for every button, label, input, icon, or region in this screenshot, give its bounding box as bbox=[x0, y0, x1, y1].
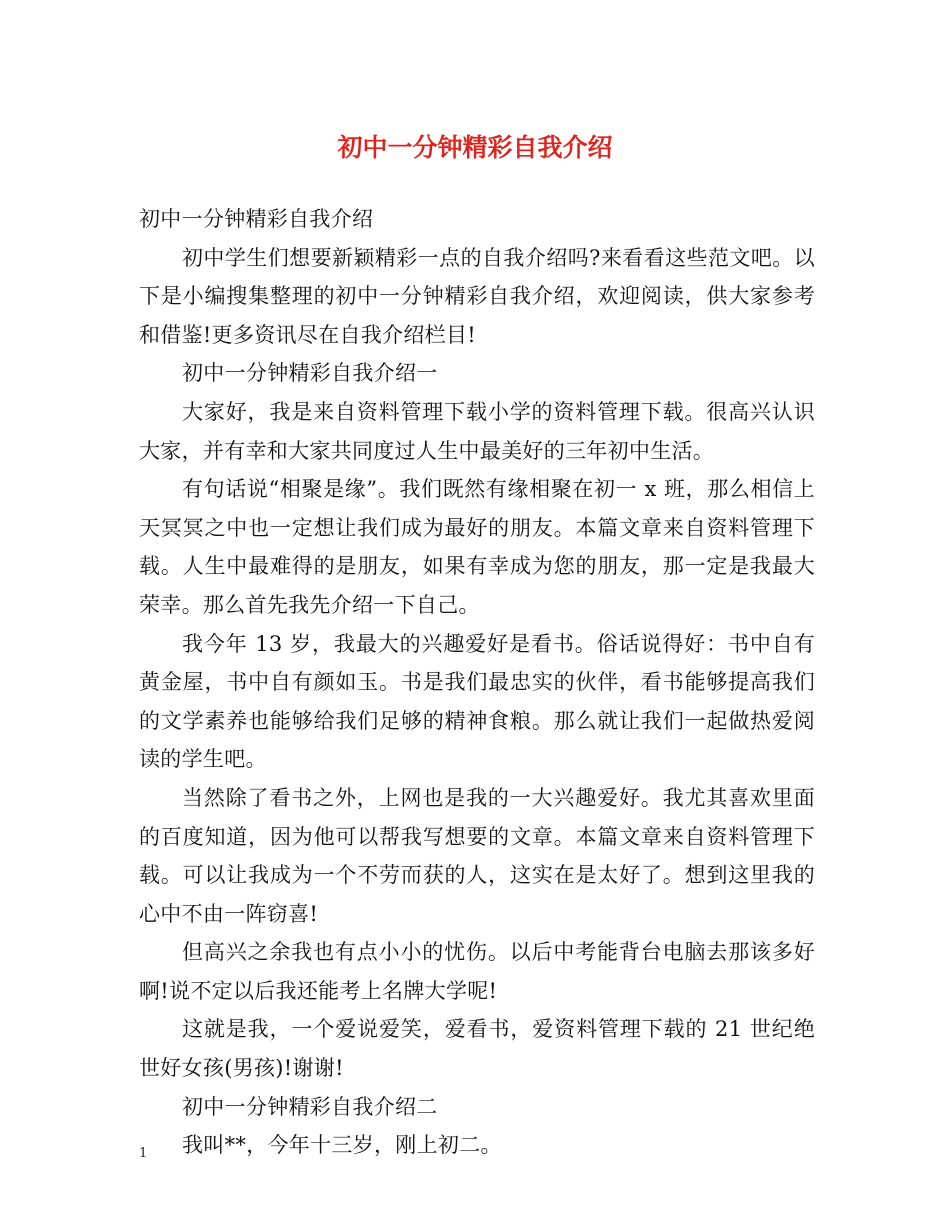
paragraph: 但高兴之余我也有点小小的忧伤。以后中考能背台电脑去那该多好啊!说不定以后我还能考上名牌大学呢! bbox=[139, 940, 815, 1003]
paragraph-heading: 初中一分钟精彩自我介绍 bbox=[139, 207, 374, 231]
section-heading-one: 初中一分钟精彩自我介绍一 bbox=[182, 361, 438, 386]
paragraph: 大家好，我是来自资料管理下载小学的资料管理下载。很高兴认识大家，并有幸和大家共同度过人生中最美好的三年初中生活。 bbox=[139, 399, 815, 463]
paragraph: 我今年 13 岁，我最大的兴趣爱好是看书。俗话说得好：书中自有黄金屋，书中自有颜如玉。书是我们最忠实的伙伴，看书能够提高我们的文学素养也能够给我们足够的精神食粮。那么就让我们一起做热爱阅读的学生吧。 bbox=[139, 631, 815, 772]
document-body bbox=[139, 200, 815, 1165]
document-title: 初中一分钟精彩自我介绍 bbox=[337, 133, 613, 162]
paragraph: 这就是我，一个爱说爱笑，爱看书，爱资料管理下载的 21 世纪绝世好女孩(男孩)!谢谢! bbox=[139, 1017, 815, 1081]
paragraph-intro: 初中学生们想要新颖精彩一点的自我介绍吗?来看看这些范文吧。以下是小编搜集整理的初中一分钟精彩自我介绍，欢迎阅读，供大家参考和借鉴!更多资讯尽在自我介绍栏目! bbox=[139, 245, 815, 347]
paragraph: 当然除了看书之外，上网也是我的一大兴趣爱好。我尤其喜欢里面的百度知道，因为他可以帮我写想要的文章。本篇文章来自资料管理下载。可以让我成为一个不劳而获的人，这实在是太好了。想到这里我的心中不由一阵窃喜! bbox=[139, 785, 815, 926]
paragraph: 我叫**，今年十三岁，刚上初二。 bbox=[182, 1133, 502, 1158]
section-heading-two: 初中一分钟精彩自我介绍二 bbox=[182, 1094, 438, 1119]
page-number: 1 bbox=[139, 1146, 148, 1161]
paragraph: 有句话说“相聚是缘”。我们既然有缘相聚在初一 x 班，那么相信上天冥冥之中也一定想让我们成为最好的朋友。本篇文章来自资料管理下载。人生中最难得的是朋友，如果有幸成为您的朋友，那一定是我最大荣幸。那么首先我先介绍一下自己。 bbox=[139, 477, 815, 617]
